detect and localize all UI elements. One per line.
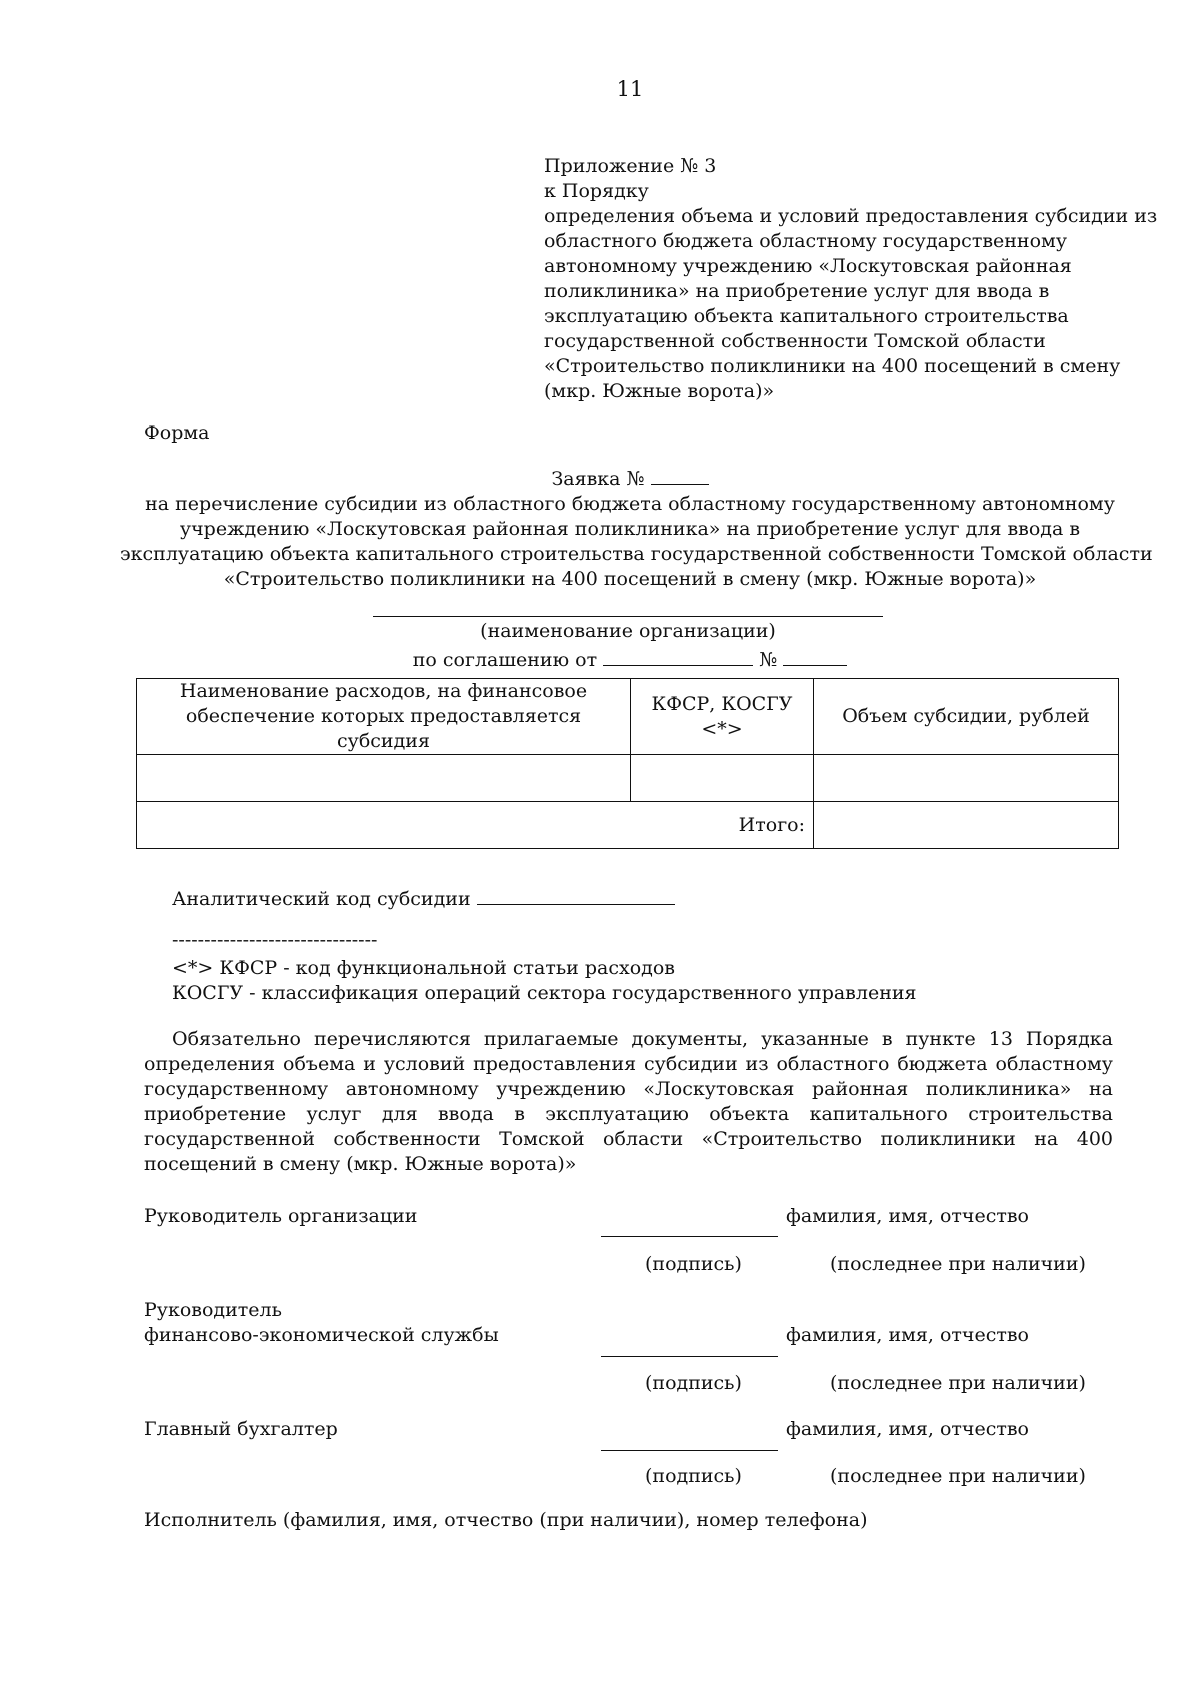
mandatory-documents-paragraph (144, 1027, 1113, 1177)
footnote-separator: -------------------------------- (172, 929, 378, 951)
appendix-line: к Порядку (544, 180, 649, 202)
table-total-row (137, 802, 1119, 849)
signature-label: Руководитель организации (144, 1205, 418, 1227)
title-line: учреждению «Лоскутовская районная поликлиника» на приобретение услуг для ввода в (179, 518, 1081, 540)
agreement-prefix: по соглашению от (412, 649, 598, 671)
signature-caption: (подпись) (645, 1253, 742, 1275)
agreement-number-blank[interactable] (783, 646, 847, 666)
footnote-line: КОСГУ - классификация операций сектора государственного управления (172, 982, 917, 1004)
organization-name-line[interactable] (373, 616, 883, 617)
column-header-expenses: Наименование расходов, на финансовое обеспечение которых предоставляется субсидия (137, 679, 631, 755)
title-line: эксплуатацию объекта капитального строительства государственной собственности Томской области (120, 543, 1153, 565)
table-cell[interactable] (137, 755, 631, 802)
fio-caption: (последнее при наличии) (830, 1465, 1086, 1487)
analytic-code-blank[interactable] (477, 885, 675, 905)
application-heading (120, 465, 1140, 492)
fio-caption: (последнее при наличии) (830, 1253, 1086, 1275)
executor-line: Исполнитель (фамилия, имя, отчество (при наличии), номер телефона) (144, 1509, 868, 1531)
table-row (137, 755, 1119, 802)
appendix-line: автономному учреждению «Лоскутовская районная (544, 255, 1072, 277)
title-line: на перечисление субсидии из областного бюджета областному государственному автономному (145, 493, 1115, 515)
analytic-code-label: Аналитический код субсидии (172, 888, 471, 910)
application-title (120, 465, 1153, 592)
application-number-blank[interactable] (651, 465, 709, 485)
appendix-line: поликлиника» на приобретение услуг для ввода в (544, 280, 1050, 302)
appendix-line: определения объема и условий предоставления субсидии из (544, 205, 1158, 227)
signature-label: финансово-экономической службы (144, 1324, 499, 1346)
organization-caption: (наименование организации) (480, 620, 776, 642)
total-value[interactable] (814, 802, 1119, 849)
page-number: 11 (616, 77, 644, 101)
signature-label: Руководитель (144, 1299, 282, 1321)
signature-line[interactable] (601, 1450, 778, 1451)
table-cell[interactable] (814, 755, 1119, 802)
table-header-row (137, 679, 1119, 755)
signature-caption: (подпись) (645, 1465, 742, 1487)
form-label: Форма (144, 422, 210, 444)
application-heading-text: Заявка № (551, 468, 645, 490)
signature-fio: фамилия, имя, отчество (786, 1205, 1029, 1227)
appendix-line: государственной собственности Томской области (544, 330, 1046, 352)
total-label: Итого: (137, 802, 814, 849)
table-cell[interactable] (631, 755, 814, 802)
column-header-codes: КФСР, КОСГУ <*> (631, 679, 814, 755)
appendix-block (544, 154, 1158, 404)
signature-line[interactable] (601, 1356, 778, 1357)
column-header-amount: Объем субсидии, рублей (814, 679, 1119, 755)
appendix-line: «Строительство поликлиники на 400 посещений в смену (544, 355, 1121, 377)
signature-caption: (подпись) (645, 1372, 742, 1394)
appendix-line: областного бюджета областному государственному (544, 230, 1067, 252)
agreement-number-sign: № (759, 649, 778, 671)
analytic-code (172, 885, 675, 912)
agreement-date-blank[interactable] (603, 646, 753, 666)
agreement-line (300, 646, 960, 673)
footnote-line: <*> КФСР - код функциональной статьи расходов (172, 957, 676, 979)
signature-fio: фамилия, имя, отчество (786, 1324, 1029, 1346)
signature-label: Главный бухгалтер (144, 1418, 338, 1440)
appendix-line: Приложение № 3 (544, 155, 717, 177)
subsidy-table (136, 678, 1119, 849)
signature-fio: фамилия, имя, отчество (786, 1418, 1029, 1440)
appendix-line: (мкр. Южные ворота)» (544, 380, 775, 402)
title-line: «Строительство поликлиники на 400 посещений в смену (мкр. Южные ворота)» (223, 568, 1037, 590)
signature-line[interactable] (601, 1236, 778, 1237)
appendix-line: эксплуатацию объекта капитального строительства (544, 305, 1069, 327)
fio-caption: (последнее при наличии) (830, 1372, 1086, 1394)
mandatory-text: Обязательно перечисляются прилагаемые документы, указанные в пункте 13 Порядка определения объема и условий предоставления субсидии из областного бюджета областному государственному автономному учреждению «Лоскутовская районная поликлиника» на приобретение услуг для ввода в эксплуатацию объекта капитального строительства государственной собственности Томской области «Строительство поликлиники на 400 посещений в смену (мкр. Южные ворота)» (144, 1028, 1113, 1175)
